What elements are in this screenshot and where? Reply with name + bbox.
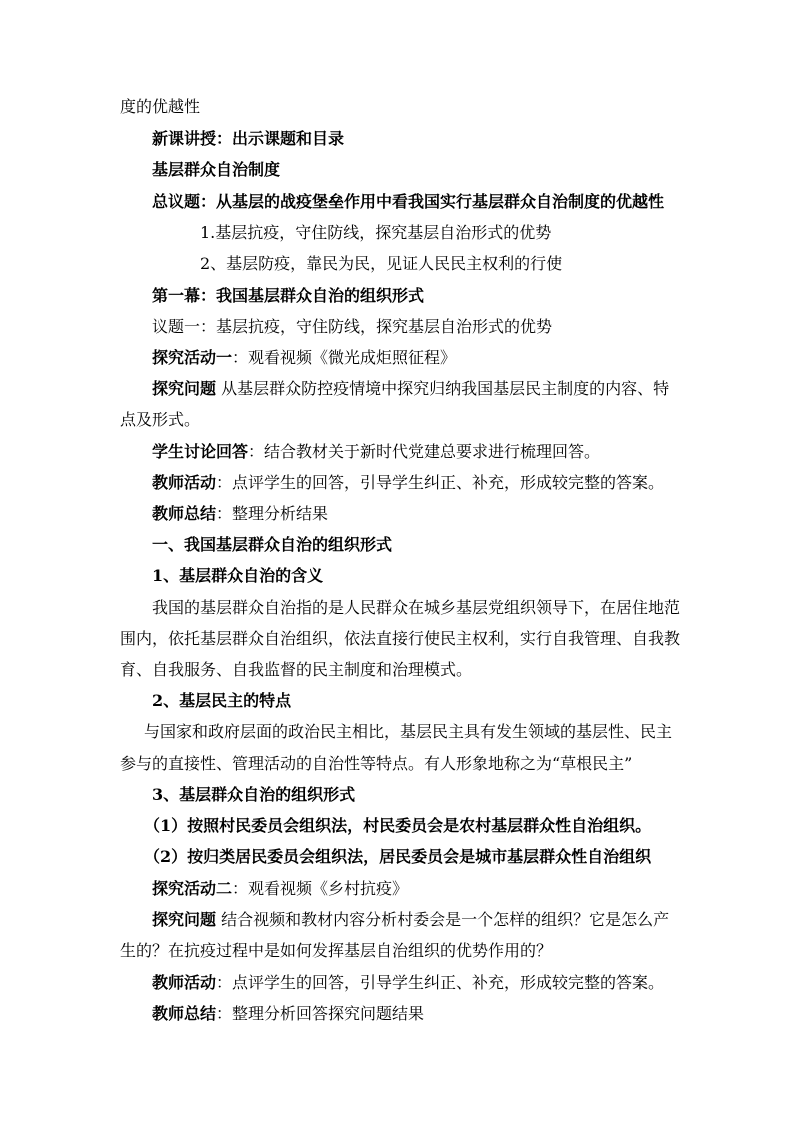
discussion-text: ：结合教材关于新时代党建总要求进行梳理回答。 — [248, 442, 601, 461]
act-heading: 第一幕：我国基层群众自治的组织形式 — [152, 286, 425, 305]
teacher-activity-text: ：点评学生的回答，引导学生纠正、补充，形成较完整的答案。 — [216, 973, 665, 992]
teacher-activity-label: 教师活动 — [152, 473, 217, 492]
activity-text: ：观看视频《微光成炬照征程》 — [232, 348, 457, 367]
subheading-features: 2、基层民主的特点 — [152, 691, 292, 710]
form-item-1: （1）按照村民委员会组织法，村民委员会是农村基层群众性自治组织。 — [144, 816, 652, 835]
text-line — [152, 378, 794, 400]
question-label: 探究问题 — [152, 910, 217, 929]
text-line — [152, 878, 794, 900]
section-heading: 新课讲授：出示课题和目录 — [152, 129, 345, 148]
subheading-meaning: 1、基层群众自治的含义 — [152, 566, 324, 585]
form-item-2: （2）按归类居民委员会组织法，居民委员会是城市基层群众性自治组织 — [144, 847, 652, 866]
content-heading-1: 一、我国基层群众自治的组织形式 — [152, 535, 393, 554]
activity-text: ：观看视频《乡村抗疫》 — [232, 879, 409, 898]
text-line — [152, 441, 794, 463]
lesson-title: 基层群众自治制度 — [152, 160, 281, 179]
subtopic-2: 2、基层防疫，靠民为民，见证人民民主权利的行使 — [200, 254, 563, 273]
subtopic-1: 1.基层抗疫，守住防线，探究基层自治形式的优势 — [200, 223, 552, 242]
text-line — [152, 472, 794, 494]
teacher-activity-text: ：点评学生的回答，引导学生纠正、补充，形成较完整的答案。 — [216, 473, 665, 492]
activity-label: 探究活动一 — [152, 348, 233, 367]
text-line: 生的？在抗疫过程中是如何发挥基层自治组织的优势作用的？ — [120, 941, 553, 960]
question-text: 结合视频和教材内容分析村委会是一个怎样的组织？它是怎么产 — [216, 910, 670, 929]
text-line — [152, 347, 794, 369]
teacher-summary-label: 教师总结 — [152, 504, 217, 523]
subheading-forms: 3、基层群众自治的组织形式 — [152, 785, 356, 804]
text-line — [152, 1003, 794, 1025]
discussion-label: 学生讨论回答 — [152, 442, 249, 461]
paragraph-line: 参与的直接性、管理活动的自治性等特点。有人形象地称之为“草根民主” — [120, 754, 633, 773]
teacher-summary-text: ：整理分析结果 — [216, 504, 329, 523]
paragraph-line: 育、自我服务、自我监督的民主制度和治理模式。 — [120, 660, 473, 679]
teacher-activity-label: 教师活动 — [152, 973, 217, 992]
paragraph-line: 我国的基层群众自治指的是人民群众在城乡基层党组织领导下，在居住地范 — [152, 598, 681, 617]
topic-one: 议题一：基层抗疫，守住防线，探究基层自治形式的优势 — [152, 317, 553, 336]
paragraph-line: 围内，依托基层群众自治组织，依法直接行使民主权利，实行自我管理、自我教 — [120, 629, 681, 648]
teacher-summary-text: ：整理分析回答探究问题结果 — [216, 1004, 425, 1023]
text-line — [152, 909, 794, 931]
text-line — [152, 503, 794, 525]
question-label: 探究问题 — [152, 379, 217, 398]
text-line: 点及形式。 — [120, 410, 201, 429]
text-line — [152, 972, 794, 994]
activity-label: 探究活动二 — [152, 879, 233, 898]
paragraph-line: 与国家和政府层面的政治民主相比，基层民主具有发生领域的基层性、民主 — [144, 722, 673, 741]
text-line: 度的优越性 — [120, 97, 201, 116]
teacher-summary-label: 教师总结 — [152, 1004, 217, 1023]
main-topic: 总议题：从基层的战疫堡垒作用中看我国实行基层群众自治制度的优越性 — [152, 192, 665, 211]
question-text: 从基层群众防控疫情境中探究归纳我国基层民主制度的内容、特 — [216, 379, 670, 398]
